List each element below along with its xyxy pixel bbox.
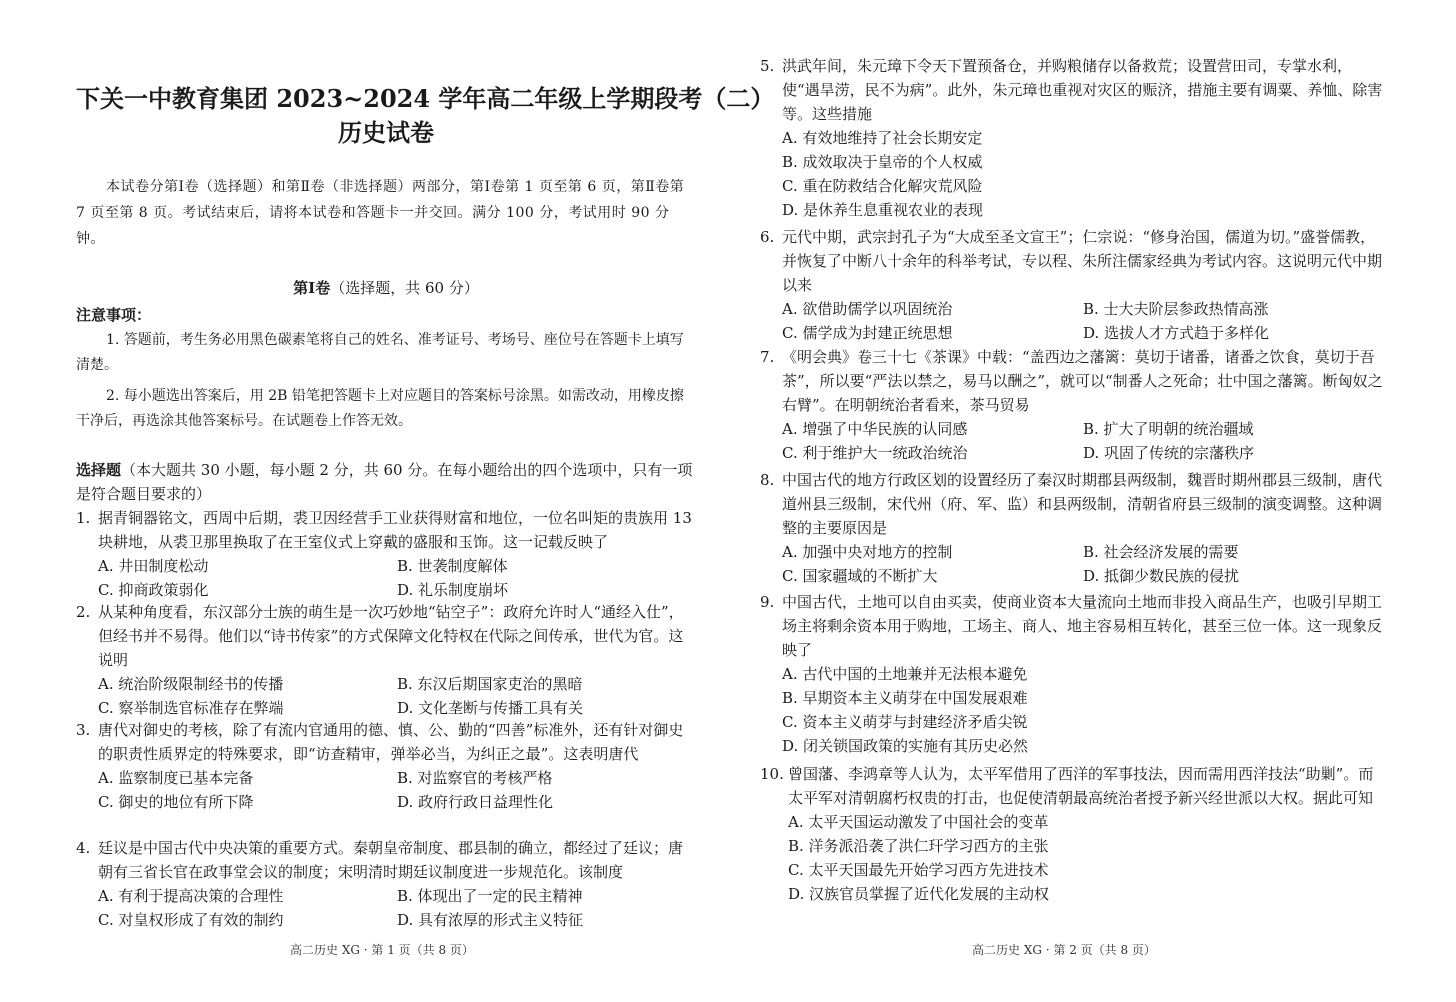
question-number: 7.	[760, 348, 775, 366]
option: A. 加强中央对地方的控制	[782, 543, 953, 561]
option: C. 太平天国最先开始学习西方先进技术	[788, 861, 1049, 879]
question-9	[760, 590, 1384, 758]
question-number: 1.	[76, 509, 91, 527]
option: D. 闭关锁国政策的实施有其历史必然	[782, 737, 1029, 755]
exam-subtitle: 历史试卷	[338, 118, 434, 147]
page-footer-right: 高二历史 XG · 第 2 页（共 8 页）	[972, 943, 1156, 957]
question-stem: 曾国藩、李鸿章等人认为，太平军借用了西洋的军事技法，因而需用西洋技法“助剿”。而太平军对清朝腐朽权贵的打击，也促使清朝最高统治者授予新兴经世派以大权。据此可知	[788, 765, 1374, 807]
option: B. 东汉后期国家吏治的黑暗	[397, 675, 583, 693]
option: D. 抵御少数民族的侵扰	[1083, 567, 1240, 585]
question-stem: 元代中期，武宗封孔子为“大成至圣文宣王”；仁宗说：“修身治国，儒道为切。”盛誉儒教，并恢复了中断八十余年的科举考试，专以程、朱所注儒家经典为考试内容。这说明元代中期以来	[782, 228, 1383, 294]
option: B. 早期资本主义萌芽在中国发展艰难	[782, 689, 1028, 707]
option: D. 具有浓厚的形式主义特征	[397, 911, 584, 929]
option: C. 重在防救结合化解灾荒风险	[782, 177, 983, 195]
choice-desc: （本大题共 30 小题，每小题 2 分，共 60 分。在每小题给出的四个选项中，只有一项是符合题目要求的）	[76, 461, 693, 503]
option: C. 利于维护大一统政治统治	[782, 444, 968, 462]
option: A. 增强了中华民族的认同感	[782, 420, 968, 438]
exam-title: 下关一中教育集团 2023~2024 学年高二年级上学期段考（二）	[76, 84, 775, 113]
question-7	[760, 345, 1384, 465]
option: B. 社会经济发展的需要	[1083, 543, 1239, 561]
option: B. 士大夫阶层参政热情高涨	[1083, 300, 1269, 318]
question-6	[760, 225, 1384, 345]
option: B. 扩大了明朝的统治疆域	[1083, 420, 1254, 438]
question-3	[76, 718, 696, 814]
option: A. 欲借助儒学以巩固统治	[782, 300, 953, 318]
option: A. 太平天国运动激发了中国社会的变革	[788, 813, 1049, 831]
option: A. 有利于提高决策的合理性	[98, 887, 284, 905]
question-stem: 洪武年间，朱元璋下令天下置预备仓，并购粮储存以备救荒；设置营田司，专掌水利，使“遇旱涝，民不为病”。此外，朱元璋也重视对灾区的赈济，措施主要有调粟、养恤、除害等。这些措施	[782, 57, 1383, 123]
option: D. 文化垄断与传播工具有关	[397, 699, 584, 717]
note-item: 2. 每小题选出答案后，用 2B 铅笔把答题卡上对应题目的答案标号涂黑。如需改动，用橡皮擦干净后，再选涂其他答案标号。在试题卷上作答无效。	[76, 388, 684, 429]
option: D. 汉族官员掌握了近代化发展的主动权	[788, 885, 1050, 903]
section-heading	[76, 276, 696, 300]
question-1	[76, 506, 696, 602]
note-item: 1. 答题前，考生务必用黑色碳素笔将自己的姓名、准考证号、考场号、座位号在答题卡上填写清楚。	[76, 332, 684, 373]
option: C. 国家疆域的不断扩大	[782, 567, 938, 585]
choice-heading	[76, 458, 696, 506]
question-stem: 《明会典》卷三十七《茶课》中载：“盖西边之藩篱：莫切于诸番，诸番之饮食，莫切于吾茶”，所以要“严法以禁之，易马以酬之”，就可以“制番人之死命；壮中国之藩篱。断匈奴之右臂”。在明朝统治者看来，茶马贸易	[782, 348, 1383, 414]
section-detail: （选择题，共 60 分）	[330, 279, 479, 297]
option: A. 井田制度松动	[98, 557, 209, 575]
page-footer-left: 高二历史 XG · 第 1 页（共 8 页）	[290, 943, 474, 957]
option: C. 资本主义萌芽与封建经济矛盾尖锐	[782, 713, 1028, 731]
question-number: 2.	[76, 603, 91, 621]
question-10	[760, 762, 1384, 906]
question-stem: 据青铜器铭文，西周中后期，裘卫因经营手工业获得财富和地位，一位名叫矩的贵族用 13 块耕地，从裘卫那里换取了在王室仪式上穿戴的盛服和玉饰。这一记载反映了	[98, 509, 692, 551]
question-number: 3.	[76, 721, 91, 739]
option: B. 洋务派沿袭了洪仁玕学习西方的主张	[788, 837, 1049, 855]
question-stem: 中国古代，土地可以自由买卖，使商业资本大量流向土地而非投入商品生产，也吸引早期工场主将剩余资本用于购地，工场主、商人、地主容易相互转化，甚至三位一体。这一现象反映了	[782, 593, 1383, 659]
question-number: 6.	[760, 228, 775, 246]
option: C. 御史的地位有所下降	[98, 793, 254, 811]
question-2	[76, 600, 696, 720]
option: B. 对监察官的考核严格	[397, 769, 553, 787]
section-name: 第Ⅰ卷	[293, 279, 331, 297]
question-number: 4.	[76, 839, 91, 857]
option: B. 成效取决于皇帝的个人权威	[782, 153, 983, 171]
option: D. 巩固了传统的宗藩秩序	[1083, 444, 1255, 462]
option: B. 世袭制度解体	[397, 557, 508, 575]
option: D. 礼乐制度崩坏	[397, 581, 509, 599]
option: C. 儒学成为封建正统思想	[782, 324, 953, 342]
question-8	[760, 468, 1384, 588]
option: B. 体现出了一定的民主精神	[397, 887, 583, 905]
question-number: 9.	[760, 593, 775, 611]
exam-intro: 本试卷分第Ⅰ卷（选择题）和第Ⅱ卷（非选择题）两部分，第Ⅰ卷第 1 页至第 6 页，第Ⅱ卷第 7 页至第 8 页。考试结束后，请将本试卷和答题卡一并交回。满分 100 分，考试用时 90 分钟。	[76, 179, 685, 247]
option: C. 对皇权形成了有效的制约	[98, 911, 284, 929]
question-stem: 唐代对御史的考核，除了有流内官通用的德、慎、公、勤的“四善”标准外，还有针对御史的职责性质界定的特殊要求，即“访查精审，弹举必当，为纠正之最”。这表明唐代	[98, 721, 684, 763]
question-4	[76, 836, 696, 932]
option: A. 监察制度已基本完备	[98, 769, 254, 787]
question-number: 10.	[760, 765, 784, 783]
option: C. 抑商政策弱化	[98, 581, 209, 599]
notes-title: 注意事项：	[76, 306, 152, 324]
question-number: 8.	[760, 471, 775, 489]
notes	[76, 328, 696, 440]
question-number: 5.	[760, 57, 775, 75]
question-stem: 廷议是中国古代中央决策的重要方式。秦朝皇帝制度、郡县制的确立，都经过了廷议；唐朝有三省长官在政事堂会议的制度；宋明清时期廷议制度进一步规范化。该制度	[98, 839, 684, 881]
option: A. 有效地维持了社会长期安定	[782, 129, 983, 147]
option: D. 是休养生息重视农业的表现	[782, 201, 984, 219]
option: A. 统治阶级限制经书的传播	[98, 675, 284, 693]
option: D. 政府行政日益理性化	[397, 793, 554, 811]
question-5	[760, 54, 1384, 222]
option: A. 古代中国的土地兼并无法根本避免	[782, 665, 1028, 683]
option: C. 察举制选官标准存在弊端	[98, 699, 284, 717]
question-stem: 中国古代的地方行政区划的设置经历了秦汉时期郡县两级制，魏晋时期州郡县三级制，唐代道州县三级制，宋代州（府、军、监）和县两级制，清朝省府县三级制的演变调整。这种调整的主要原因是	[782, 471, 1383, 537]
choice-label: 选择题	[76, 461, 122, 479]
question-stem: 从某种角度看，东汉部分士族的萌生是一次巧妙地“钻空子”：政府允许时人“通经入仕”，但经书并不易得。他们以“诗书传家”的方式保障文化特权在代际之间传承，世代为官。这说明	[98, 603, 684, 669]
option: D. 选拔人才方式趋于多样化	[1083, 324, 1270, 342]
